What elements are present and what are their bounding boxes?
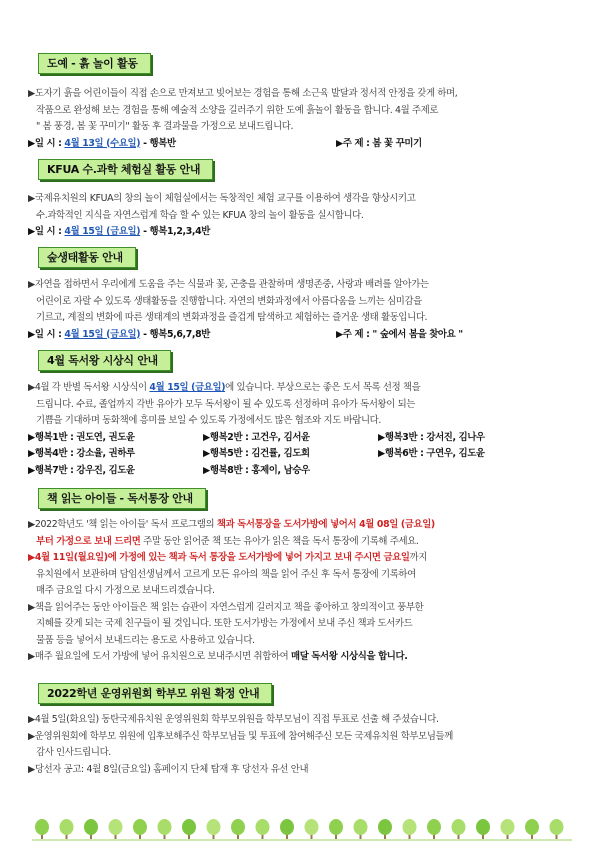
- paragraph-line: ▶매주 월요일에 도서 가방에 넣어 유치원으로 보내주시면 취합하여 매달 독서왕 시상식을 합니다.: [28, 651, 408, 662]
- paragraph-line: ▶4월 각 반별 독서왕 시상식이 4월 15일 (금요일)에 있습니다. 부상으로는 좋은 도서 목록 선정 책을: [28, 382, 421, 393]
- paragraph-line: 물품 등을 넣어서 보내드리는 용도로 사용하고 있습니다.: [36, 634, 255, 646]
- paragraph-line: ▶2022학년도 '책 읽는 아이들' 독서 프로그램의 책과 독서통장을 도서가방에 넣어서 4월 08일 (금요일): [28, 519, 435, 530]
- tree-crown: [133, 819, 147, 835]
- section-parent-committee: [28, 682, 558, 778]
- section-title: KFUA 수.과학 체험실 활동 안내: [38, 159, 213, 180]
- winner-entry: ▶행복3반 : 강서진, 김나우: [378, 431, 485, 443]
- paragraph-line: 드립니다. 수료, 졸업까지 각반 유아가 모두 독서왕이 될 수 있도록 선정하며 유아가 독서왕이 되는: [36, 398, 415, 410]
- section-reading-bankbook: [28, 487, 558, 666]
- tree-crown: [525, 819, 539, 835]
- paragraph-line: ▶4월 11일(월요일)에 가정에 있는 책과 독서 통장을 도서가방에 넣어 가지고 보내 주시면 금요일까지: [28, 552, 428, 563]
- tree-crown: [305, 819, 319, 835]
- tree-crown: [403, 819, 417, 835]
- section-title: 4월 독서왕 시상식 안내: [38, 350, 171, 371]
- paragraph-line: 기르고, 계절의 변화에 따른 생태계의 변화과정을 즐겁게 탐색하고 체험하는 즐거운 생태 활동입니다.: [36, 312, 428, 323]
- section-pottery: [28, 52, 558, 152]
- paragraph-line: ▶책을 읽어주는 동안 아이들은 책 읽는 습관이 자연스럽게 길러지고 책을 좋아하고 창의적이고 풍부한: [28, 601, 424, 613]
- date-label: ▶일 시 :: [28, 137, 65, 149]
- tree-crown: [452, 819, 466, 835]
- tree-crown: [329, 819, 343, 835]
- winner-entry: ▶행복7반 : 강우진, 김도윤: [28, 464, 135, 476]
- paragraph-line: ▶당선자 공고: 4월 8일(금요일) 홈페이지 단체 탑재 후 당선자 유선 안내: [28, 763, 309, 775]
- class-name: - 행복5,6,7,8반: [140, 328, 210, 340]
- schedule-row: [28, 224, 558, 241]
- class-name: - 행복1,2,3,4반: [140, 226, 210, 237]
- date-value: 4월 15일 (금요일): [149, 382, 226, 393]
- paragraph-line: 어린이로 자랄 수 있도록 생태활동을 진행합니다. 자연의 변화과정에서 아름다움을 느끼는 심미감을: [36, 295, 422, 307]
- paragraph-line: 유치원에서 보관하며 담임선생님께서 고르게 모든 유아의 책을 읽어 주신 후 독서 통장에 기록하여: [36, 568, 416, 580]
- tree-crown: [427, 819, 441, 835]
- ground-line: [32, 839, 572, 841]
- winner-row: [28, 430, 558, 447]
- class-name: - 행복반: [140, 137, 176, 149]
- date-label: ▶일 시 :: [28, 226, 65, 237]
- section-kfua: [28, 158, 558, 241]
- section-reading-award: [28, 349, 558, 479]
- schedule-row: [28, 136, 558, 153]
- tree-border-decoration: [32, 818, 572, 842]
- winner-entry: ▶행복4반 : 강소율, 권하루: [28, 448, 135, 459]
- paragraph-line: ▶자연을 접하면서 우리에게 도움을 주는 식물과 꽃, 곤충을 관찰하며 생명존중, 사랑과 배려를 알아가는: [28, 279, 429, 290]
- paragraph-line: 수.과학적인 지식을 자연스럽게 학습 할 수 있는 KFUA 창의 놀이 활동을 실시합니다.: [36, 209, 364, 221]
- tree-crown: [60, 819, 74, 835]
- paragraph-line: 부터 가정으로 보내 드리면 주말 동안 읽어준 책 또는 유아가 읽은 책을 독서 통장에 기록해 주세요.: [36, 535, 419, 547]
- winner-row: [28, 463, 558, 480]
- tree-crown: [354, 819, 368, 835]
- section-title: 2022학년 운영위원회 학부모 위원 확정 안내: [38, 683, 272, 704]
- date-label: ▶일 시 :: [28, 328, 65, 340]
- tree-crown: [476, 819, 490, 835]
- date-value: 4월 15일 (금요일): [64, 226, 141, 237]
- schedule-row: [28, 327, 558, 344]
- tree-crown: [501, 819, 515, 835]
- winner-entry: ▶행복1반 : 권도연, 권도윤: [28, 431, 135, 443]
- paragraph-line: ▶도자기 흙을 어린이들이 직접 손으로 만져보고 빚어보는 경험을 통해 소근육 발달과 정서적 안정을 갖게 하며,: [28, 88, 458, 99]
- winner-entry: ▶행복2반 : 고건우, 김서윤: [203, 431, 310, 443]
- section-title: 도예 - 흙 놀이 활동: [38, 53, 151, 74]
- paragraph-line: " 봄 풍경, 봄 꽃 꾸미기" 활동 후 결과물을 가정으로 보내드립니다.: [36, 121, 294, 132]
- tree-crown: [109, 819, 123, 835]
- paragraph-line: ▶운영위원회에 학부모 위원에 입후보해주신 학부모님들 및 투표에 참여해주신 모든 국제유치원 학부모님들께: [28, 730, 453, 742]
- paragraph-line: ▶국제유치원의 KFUA의 창의 놀이 체험실에서는 독창적인 체험 교구를 이용하여 생각을 향상시키고: [28, 193, 416, 204]
- paragraph-line: 감사 인사드립니다.: [36, 747, 111, 758]
- tree-crown: [207, 819, 221, 835]
- tree-crown: [256, 819, 270, 835]
- section-title: 책 읽는 아이들 - 독서통장 안내: [38, 488, 206, 509]
- date-value: 4월 13일 (수요일): [64, 137, 141, 149]
- winner-entry: ▶행복6반 : 구연우, 김도윤: [378, 448, 485, 459]
- paragraph-line: ▶4월 5일(화요일) 동탄국제유치원 운영위원회 학부모위원을 학부모님이 직접 투표로 선출 해 주셨습니다.: [28, 714, 439, 725]
- date-value: 4월 15일 (금요일): [64, 328, 141, 340]
- tree-crown: [550, 819, 564, 835]
- tree-crown: [35, 819, 49, 835]
- winner-entry: ▶행복5반 : 김건률, 김도희: [203, 448, 310, 459]
- winner-row: [28, 446, 558, 463]
- winner-entry: ▶행복8반 : 홍제이, 남승우: [203, 464, 310, 476]
- tree-crown: [231, 819, 245, 835]
- tree-crown: [182, 819, 196, 835]
- section-title: 숲생태활동 안내: [38, 247, 136, 268]
- paragraph-line: 지혜를 갖게 되는 국제 친구들이 될 것입니다. 또한 도서가방는 가정에서 보내 주신 책과 도서카드: [36, 618, 413, 629]
- tree-crown: [280, 819, 294, 835]
- topic: ▶주 제 : " 숲에서 봄을 찾아요 ": [336, 328, 463, 340]
- tree-crown: [84, 819, 98, 835]
- paragraph-line: 작품으로 완성해 보는 경험을 통해 예술적 소양을 길러주기 위한 도예 흙놀이 활동을 합니다. 4월 주제로: [36, 104, 439, 116]
- tree-crown: [158, 819, 172, 835]
- tree-crown: [378, 819, 392, 835]
- paragraph-line: 기쁨을 기대하며 동화책에 흥미를 보일 수 있도록 가정에서도 많은 협조와 지도 바랍니다.: [36, 415, 381, 426]
- topic: ▶주 제 : 봄 꽃 꾸미기: [336, 137, 422, 149]
- section-forest: [28, 246, 558, 343]
- paragraph-line: 매주 금요일 다시 가정으로 보내드리겠습니다.: [36, 585, 215, 596]
